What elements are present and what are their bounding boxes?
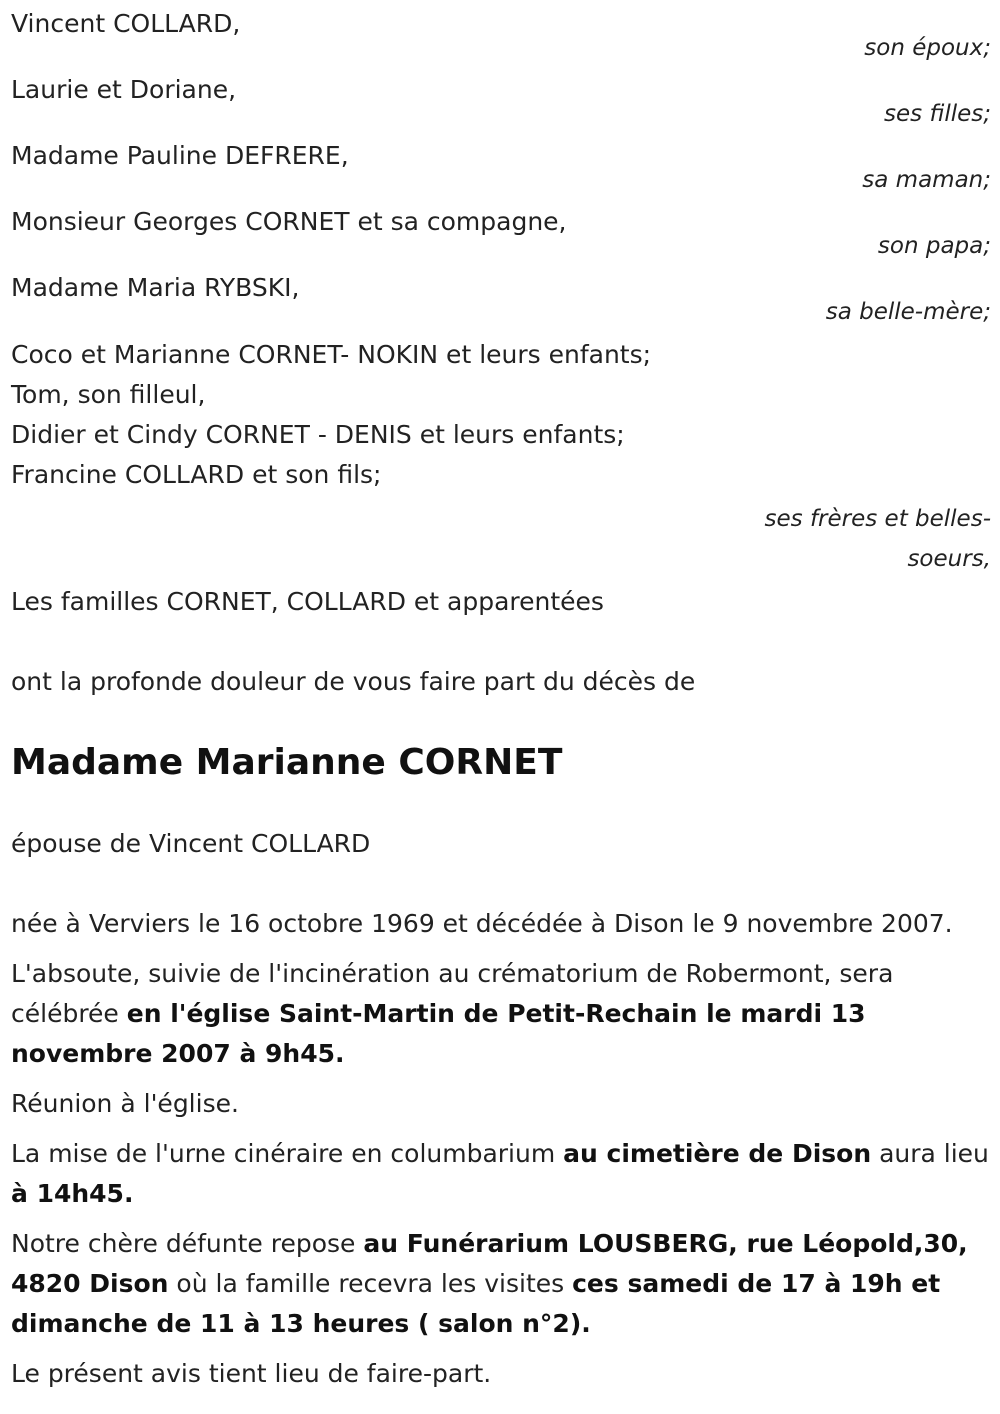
sibling-line: Francine COLLARD et son fils; [11,460,382,489]
birth-death-line: née à Verviers le 16 octobre 1969 et décédée à Dison le 9 novembre 2007. [11,909,953,938]
sibling-line: Tom, son filleul, [11,380,206,409]
visits-text-2: où la famille recevra les visites [168,1269,573,1298]
obituary-notice [11,0,991,1394]
visits-hours: ces samedi de 17 à 19h et dimanche de 11 à 13 heures ( salon n°2). [11,1269,941,1338]
family-name: Monsieur Georges CORNET et sa compagne, [11,207,567,236]
family-name: Madame Maria RYBSKI, [11,273,300,302]
visits-paragraph [11,1224,991,1344]
family-entry [11,202,991,266]
urn-text: La mise de l'urne cinéraire en columbarium [11,1139,564,1168]
urn-place: au cimetière de Dison [563,1139,872,1168]
deceased-name: Madame Marianne CORNET [11,742,563,783]
siblings-relation-cont: soeurs, [907,546,991,572]
siblings-block [11,335,991,579]
urn-time: à 14h45. [11,1179,134,1208]
family-relation: son papa; [877,233,991,259]
visits-place: au Funérarium LOUSBERG, rue Léopold,30, 4820 Dison [11,1229,968,1298]
reunion-line: Réunion à l'église. [11,1089,239,1118]
family-relation: ses filles; [884,101,991,127]
ceremony-text: L'absoute, suivie de l'incinération au crématorium de Robermont, sera célébrée [11,959,894,1028]
families-line: Les familles CORNET, COLLARD et apparentées [11,587,604,616]
family-entry [11,136,991,200]
family-name: Vincent COLLARD, [11,9,241,38]
urn-paragraph [11,1134,991,1214]
siblings-relation: ses frères et belles- [764,506,991,532]
family-relation: sa maman; [862,167,991,193]
announce-line: ont la profonde douleur de vous faire part du décès de [11,667,696,696]
visits-text: Notre chère défunte repose [11,1229,364,1258]
urn-text-2: aura lieu [871,1139,989,1168]
family-entry [11,268,991,332]
family-entry [11,70,991,134]
sibling-line: Didier et Cindy CORNET - DENIS et leurs enfants; [11,420,625,449]
family-name: Madame Pauline DEFRERE, [11,141,349,170]
closing-line: Le présent avis tient lieu de faire-part. [11,1359,492,1388]
ceremony-paragraph [11,954,991,1074]
family-relation: son époux; [864,35,991,61]
family-relation: sa belle-mère; [825,299,991,325]
spouse-line: épouse de Vincent COLLARD [11,829,371,858]
sibling-line: Coco et Marianne CORNET- NOKIN et leurs enfants; [11,340,652,369]
family-entry [11,4,991,68]
family-name: Laurie et Doriane, [11,75,237,104]
ceremony-location: en l'église Saint-Martin de Petit-Rechain le mardi 13 novembre 2007 à 9h45. [11,999,866,1068]
